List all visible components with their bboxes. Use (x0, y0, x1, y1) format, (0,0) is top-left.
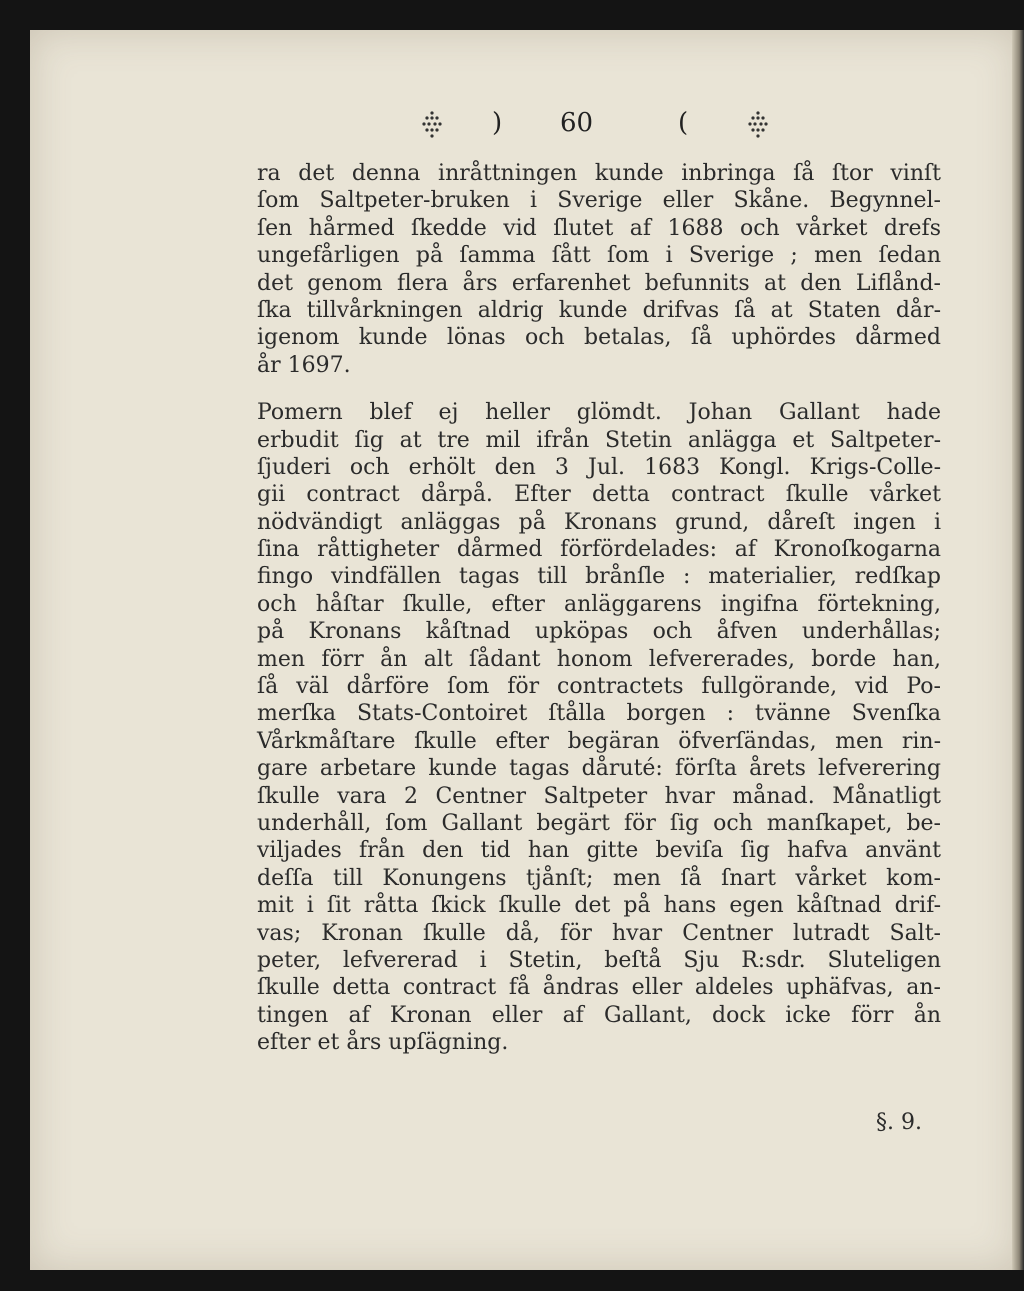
text-line: ſina råttigheter dårmed förfördelades: af Kronoſkogarna (257, 537, 941, 563)
text-line: gii contract dårpå. Efter detta contract ſkulle vårket (257, 482, 941, 508)
paragraph (257, 399, 941, 1056)
text-line: ra det denna inråttningen kunde inbringa ſå ſtor vinſt (257, 161, 941, 186)
text-line: mit i ſit råtta ſkick ſkulle det på hans egen kåſtnad drif- (257, 893, 941, 919)
text-line: ſjuderi och erhölt den 3 Jul. 1683 Kongl. Krigs-Colle- (257, 454, 941, 480)
page-number: 60 (560, 108, 594, 138)
text-line: år 1697. (257, 352, 351, 378)
text-line: fingo vindfällen tagas till brånſle : materialier, redſkap (257, 564, 941, 590)
text-line: och håſtar ſkulle, efter anläggarens ingifna förtekning, (257, 591, 941, 617)
text-line: tingen af Kronan eller af Gallant, dock icke förr ån (257, 1002, 941, 1028)
text-line: Vårkmåſtare ſkulle efter begäran öfverſändas, men rin- (257, 728, 941, 754)
text-line: deſſa till Konungens tjånſt; men ſå ſnart vårket kom- (257, 865, 941, 891)
catchword: §. 9. (876, 1110, 922, 1135)
page-header (0, 108, 1024, 148)
text-line: ſkulle detta contract få åndras eller aldeles uphäfvas, an- (257, 975, 941, 1001)
paragraph-gap (257, 379, 941, 399)
text-line: igenom kunde lönas och betalas, ſå uphördes dårmed (257, 325, 941, 351)
text-line: ſå väl dårföre ſom för contractets fullgörande, vid Po- (257, 674, 941, 700)
text-line: Pomern blef ej heller glömdt. Johan Gallant hade (257, 400, 941, 426)
text-line: ungefårligen på ſamma ſått ſom i Sverige ; men ſedan (257, 243, 941, 269)
text-line: peter, lefvererad i Stetin, beſtå Sju R:sdr. Sluteligen (257, 947, 941, 973)
text-line: ſkulle vara 2 Centner Saltpeter hvar månad. Månatligt (257, 783, 941, 809)
text-line: underhåll, ſom Gallant begärt för ſig och manſkapet, be- (257, 810, 941, 836)
text-line: på Kronans kåſtnad upköpas och åfven underhållas; (257, 619, 941, 645)
text-line: nödvändigt anläggas på Kronans grund, dåreſt ingen i (257, 509, 941, 535)
page-edge (1012, 30, 1024, 1270)
text-line: ſka tillvårkningen aldrig kunde drifvas ſå at Staten dår- (257, 297, 941, 323)
body-text (257, 160, 941, 1057)
header-right-paren: ( (678, 108, 689, 138)
text-line: ſom Saltpeter-bruken i Sverige eller Skåne. Begynnel- (257, 188, 941, 214)
text-line: efter et års upſägning. (257, 1030, 509, 1056)
text-line: ſen hårmed ſkedde vid ſlutet af 1688 och vårket drefs (257, 215, 941, 241)
text-line: men förr ån alt ſådant honom lefvererades, borde han, (257, 646, 941, 672)
text-line: det genom flera års erfarenhet befunnits at den Liflånd- (257, 270, 941, 296)
text-line: viljades från den tid han gitte beviſa ſig hafva använt (257, 838, 941, 864)
text-line: erbudit ſig at tre mil ifrån Stetin anlägga et Saltpeter- (257, 427, 941, 453)
ornament-icon (420, 110, 444, 140)
text-line: gare arbetare kunde tagas dåruté: förſta årets lefverering (257, 756, 941, 782)
text-line: merſka Stats-Contoiret ſtålla borgen : tvänne Svenſka (257, 701, 941, 727)
header-left-paren: ) (492, 108, 503, 138)
ornament-icon (746, 110, 770, 140)
paragraph (257, 160, 941, 379)
text-line: vas; Kronan ſkulle då, för hvar Centner lutradt Salt- (257, 920, 941, 946)
